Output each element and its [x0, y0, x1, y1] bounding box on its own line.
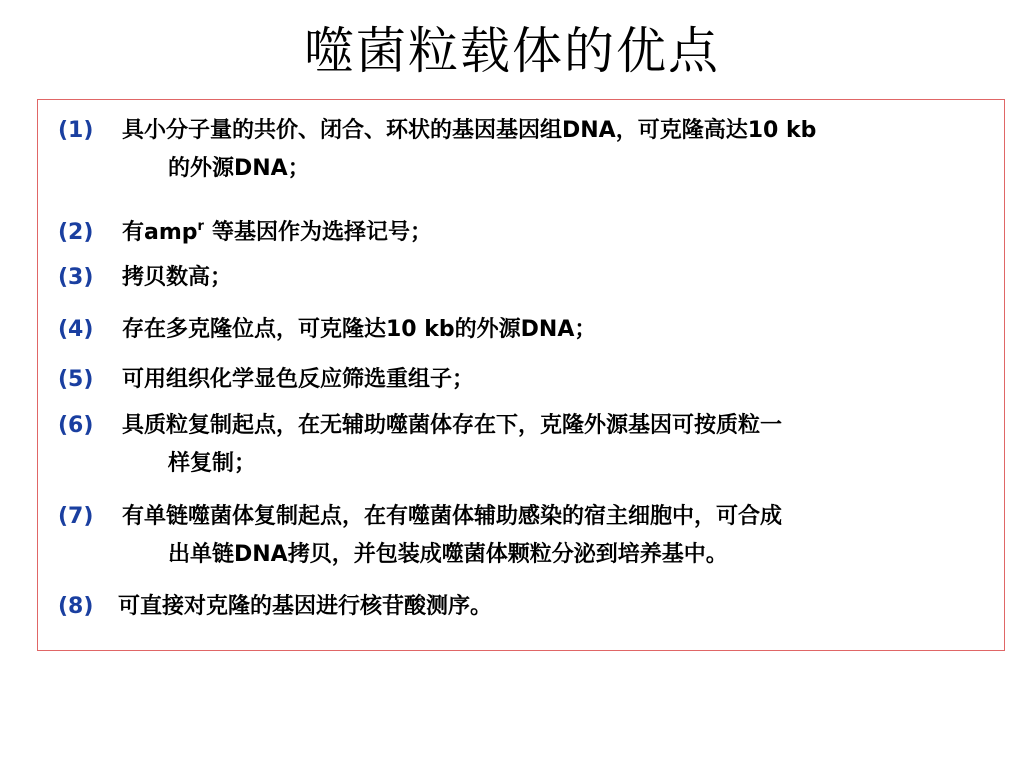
item-text: 有amp$^r$ 等基因作为选择记号；	[122, 219, 432, 245]
content-box	[37, 99, 1005, 651]
item-number: (6)	[58, 413, 94, 438]
slide-title: 噬菌粒载体的优点	[304, 22, 720, 80]
item-text: 存在多克隆位点，可克隆达10 kb的外源DNA；	[122, 317, 597, 342]
list-item-6	[58, 407, 988, 483]
item-text: 可直接对克隆的基因进行核苷酸测序。	[118, 594, 493, 619]
superscript-r: r	[197, 219, 204, 234]
list-item-8	[58, 588, 988, 626]
list-item-3	[58, 259, 988, 297]
list-item-7	[58, 498, 988, 574]
item-text-continuation: 的外源DNA；	[168, 156, 310, 181]
item-text-continuation: 样复制；	[168, 451, 257, 476]
item-number: (7)	[58, 504, 94, 529]
item-text-continuation: 出单链DNA拷贝，并包装成噬菌体颗粒分泌到培养基中。	[168, 542, 728, 567]
list-item-1	[58, 112, 988, 188]
item-text: 具小分子量的共价、闭合、环状的基因基因组DNA，可克隆高达10 kb	[122, 118, 817, 143]
item-number: (1)	[58, 118, 94, 143]
item-number: (3)	[58, 265, 94, 290]
item-number: (2)	[58, 220, 94, 245]
item-text: 拷贝数高；	[122, 265, 233, 290]
item-text: 有单链噬菌体复制起点，在有噬菌体辅助感染的宿主细胞中，可合成	[122, 504, 783, 529]
item-text: 具质粒复制起点，在无辅助噬菌体存在下，克隆外源基因可按质粒一	[122, 413, 783, 438]
list-item-4	[58, 311, 988, 349]
list-item-2	[58, 208, 988, 252]
list-item-5	[58, 361, 988, 399]
item-number: (5)	[58, 367, 94, 392]
item-number: (8)	[58, 594, 94, 619]
item-number: (4)	[58, 317, 94, 342]
item-text: 可用组织化学显色反应筛选重组子；	[122, 367, 475, 392]
